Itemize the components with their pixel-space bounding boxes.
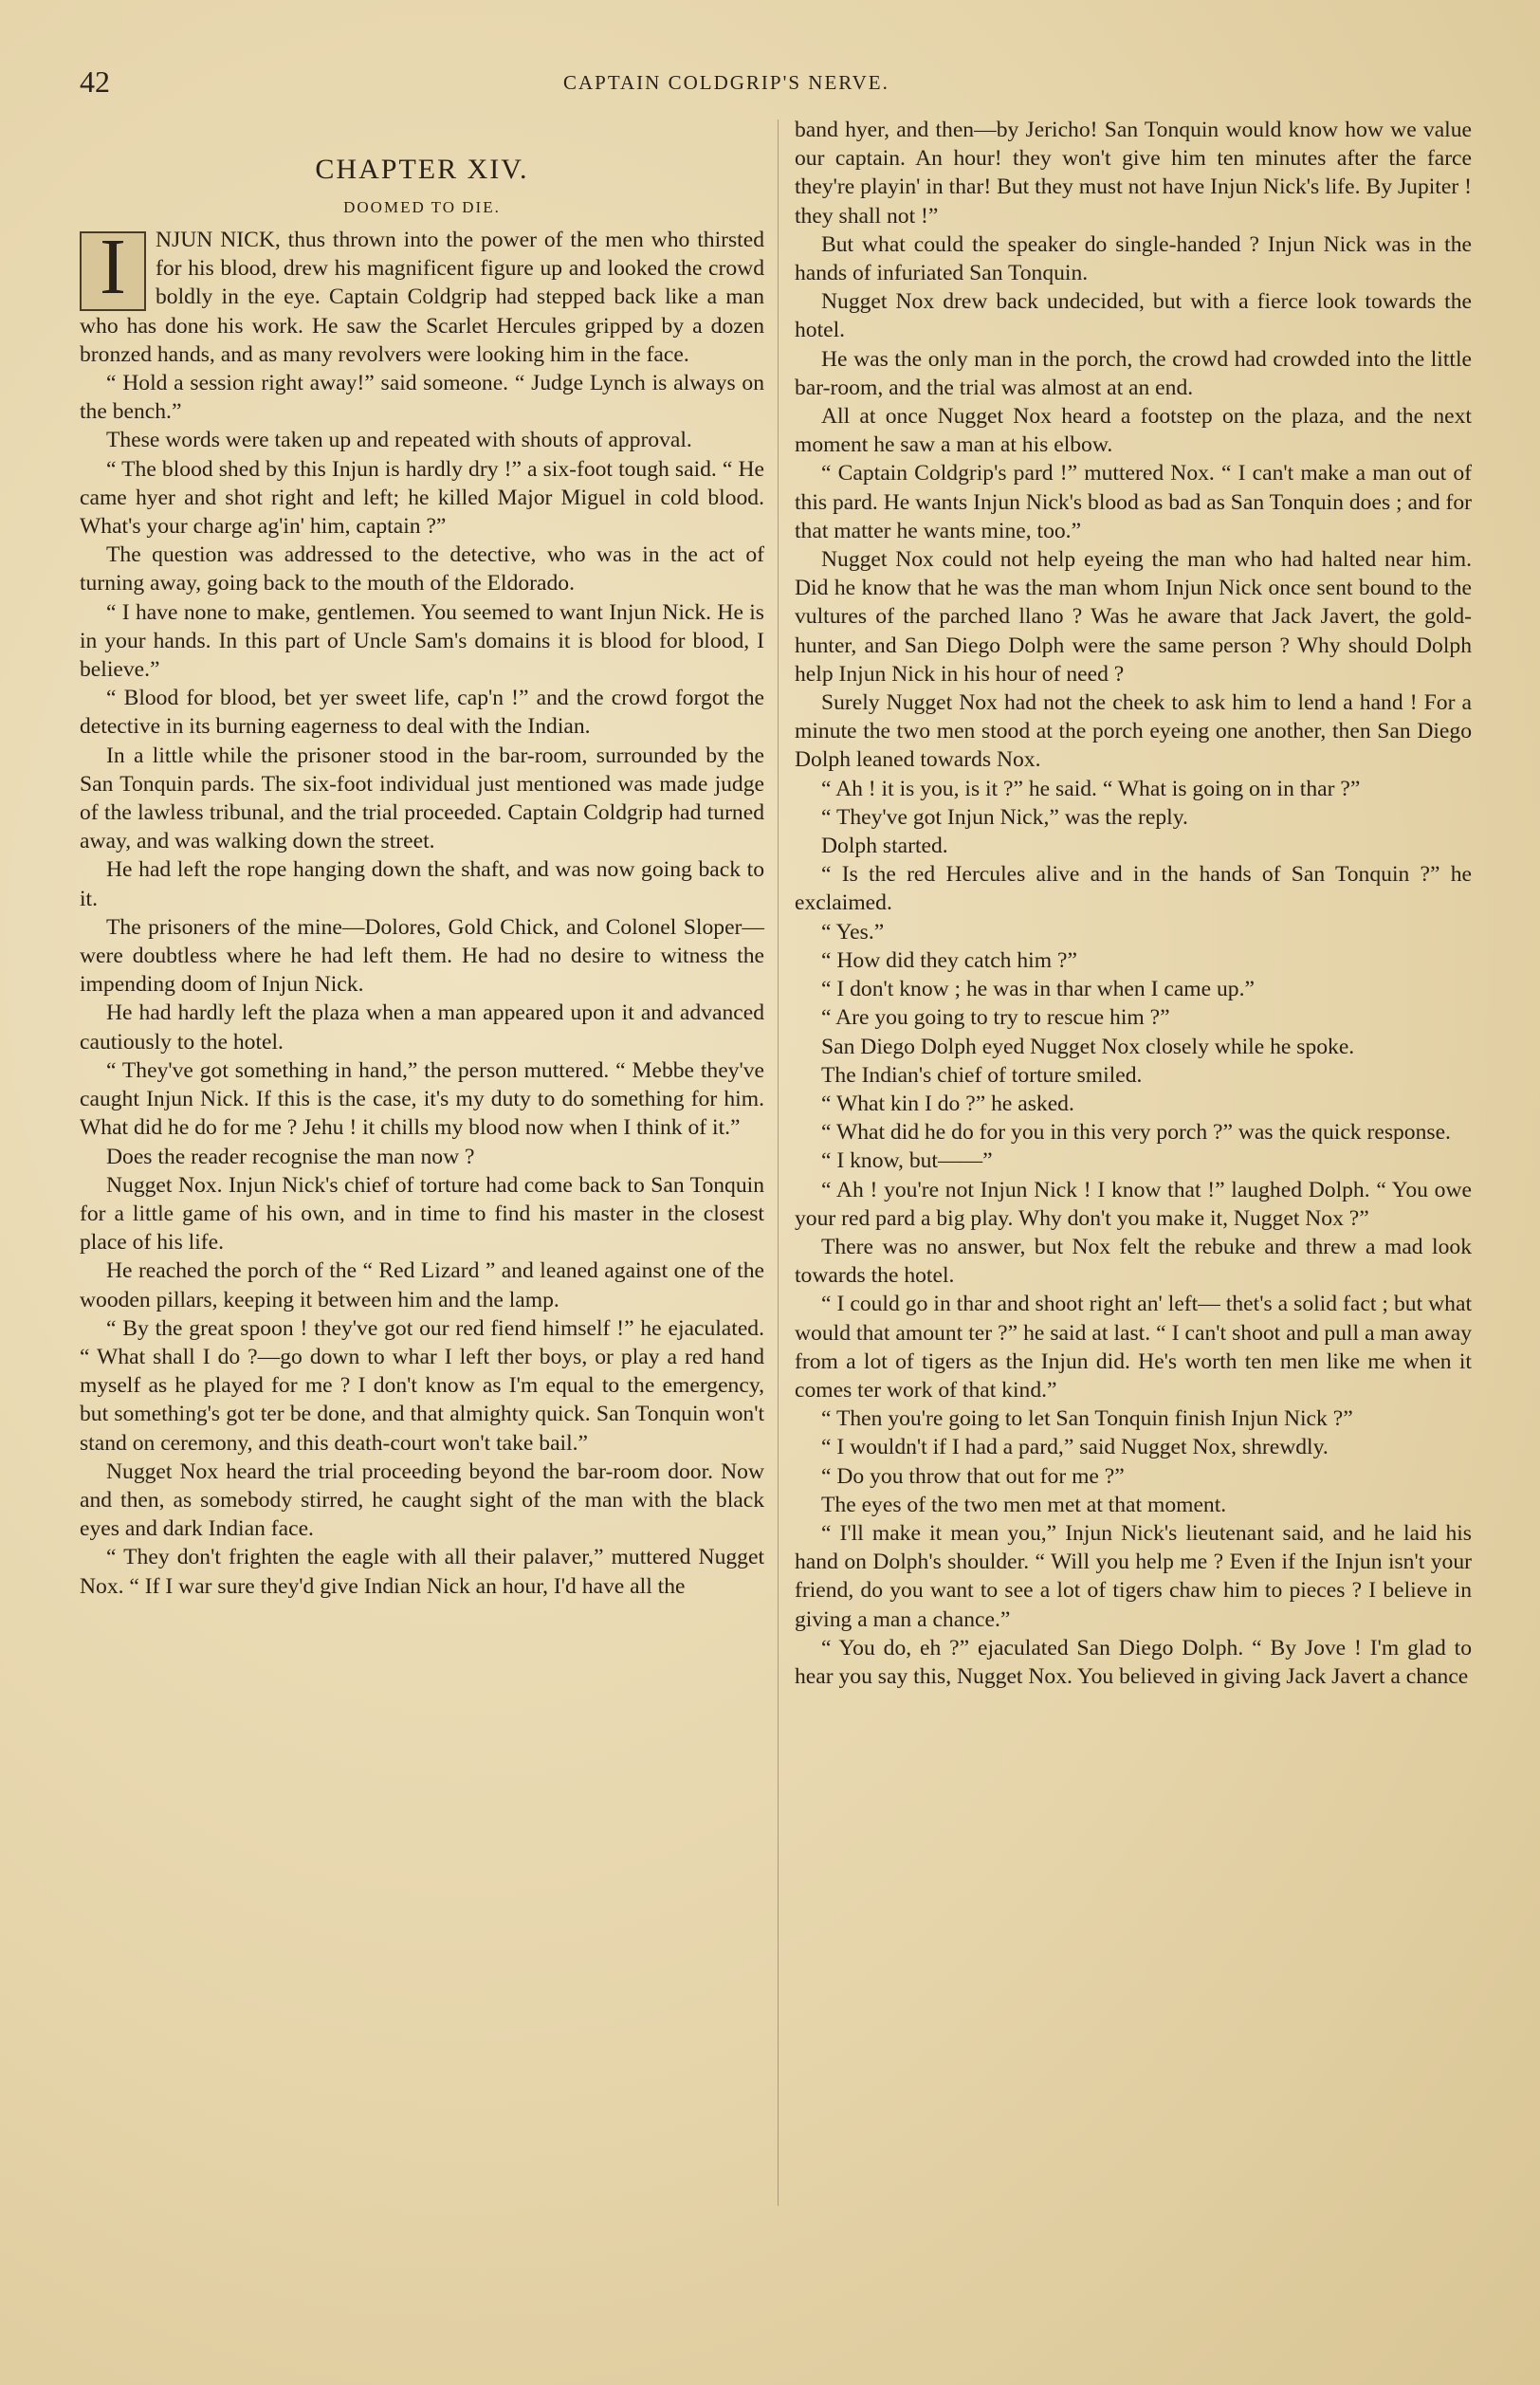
paragraph: “ I have none to make, gentlemen. You seemed to want Injun Nick. He is in your hands. In this part of Uncle Sam's domains it is blood for blood, I believe.” [80,599,764,683]
paragraph: Does the reader recognise the man now ? [106,1144,475,1169]
paragraph: “ What kin I do ?” he asked. [821,1091,1074,1116]
page-number: 42 [80,64,110,99]
paragraph: “ Captain Coldgrip's pard !” muttered Nox. “ I can't make a man out of this pard. He wants Injun Nick's blood as bad as San Tonquin does ; and for that matter he wants mine, too.” [795,461,1472,543]
paragraph: “ Ah ! it is you, is it ?” he said. “ What is going on in thar ?” [821,776,1361,801]
paragraph: “ How did they catch him ?” [821,947,1077,973]
paragraph: He was the only man in the porch, the crowd had crowded into the little bar-room, and the trial was almost at an end. [795,346,1472,400]
paragraph: “ The blood shed by this Injun is hardly dry !” a six-foot tough said. “ He came hyer and shot right and left; he killed Major Miguel in cold blood. What's your charge ag'in' him, captain ?” [80,456,764,540]
left-column [80,116,764,1601]
paragraph: But what could the speaker do single-handed ? Injun Nick was in the hands of infuriated San Tonquin. [795,231,1472,286]
right-column [795,116,1472,1691]
paragraph: Dolph started. [821,834,948,859]
paragraph: “ What did he do for you in this very porch ?” was the quick response. [821,1120,1451,1146]
paragraph: “ I know, but——” [821,1148,993,1174]
paragraph: “ They've got something in hand,” the person muttered. “ Mebbe they've caught Injun Nick. If this is the case, it's my duty to do something for him. What did he do for me ? Jehu ! it chills my blood now when I think of it.” [80,1057,764,1141]
running-head [80,63,1474,101]
opening-paragraph [80,223,764,369]
paragraph: “ They've got Injun Nick,” was the reply. [821,804,1188,830]
paragraph: “ I'll make it mean you,” Injun Nick's lieutenant said, and he laid his hand on Dolph's shoulder. “ Will you help me ? Even if the Injun isn't your friend, do you want to see a lot of tigers chaw him to pieces ? I believe in giving a man a chance.” [795,1520,1472,1632]
paragraph: “ By the great spoon ! they've got our red fiend himself !” he ejaculated. “ What shall I do ?—go down to whar I left ther boys, or play a red hand myself as he played for me ? I don't know as I'm equal to the emergency, but something's got ter be done, and that almighty quick. San Tonquin won't stand on ceremony, and this death-court won't take bail.” [80,1315,764,1456]
paragraph: “ Blood for blood, bet yer sweet life, cap'n !” and the crowd forgot the detective in its burning eagerness to deal with the Indian. [80,686,764,740]
paragraph: All at once Nugget Nox heard a footstep on the plaza, and the next moment he saw a man at his elbow. [795,404,1472,458]
paragraph: “ I don't know ; he was in thar when I came up.” [821,977,1255,1002]
paragraph: “ They don't frighten the eagle with all their palaver,” muttered Nugget Nox. “ If I war sure they'd give Indian Nick an hour, I'd have all the [80,1545,764,1599]
paragraph: He had left the rope hanging down the shaft, and was now going back to it. [80,857,764,911]
paragraph: In a little while the prisoner stood in the bar-room, surrounded by the San Tonquin pards. The six-foot individual just mentioned was made judge of the lawless tribunal, and the trial proceeded. Captain Coldgrip had turned away, and was walking down the street. [80,743,764,854]
paragraph: “ I wouldn't if I had a pard,” said Nugget Nox, shrewdly. [821,1435,1329,1460]
paragraph: “ Ah ! you're not Injun Nick ! I know that !” laughed Dolph. “ You owe your red pard a big play. Why don't you make it, Nugget Nox ?” [795,1177,1472,1231]
paragraph: The eyes of the two men met at that moment. [821,1492,1227,1517]
paragraph: “ Then you're going to let San Tonquin finish Injun Nick ?” [821,1406,1353,1432]
chapter-subtitle: DOOMED TO DIE. [343,198,501,216]
paragraph: “ Do you throw that out for me ?” [821,1463,1125,1489]
paragraph: There was no answer, but Nox felt the rebuke and threw a mad look towards the hotel. [795,1234,1472,1289]
paragraph: “ Are you going to try to rescue him ?” [821,1005,1170,1031]
paragraph: These words were taken up and repeated with shouts of approval. [106,428,692,453]
right-paragraphs [795,230,1472,1691]
paragraph: “ I could go in thar and shoot right an' left— thet's a solid fact ; but what would that amount ter ?” he said at last. “ I can't shoot and pull a man away from a lot of tigers as the Injun did. He's worth ten men like me when it comes ter work of that kind.” [795,1292,1472,1403]
paragraph: Nugget Nox heard the trial proceeding beyond the bar-room door. Now and then, as somebody stirred, he caught sight of the man with the black eyes and dark Indian face. [80,1459,764,1542]
opening-paragraph-text: NJUN NICK, thus thrown into the power of the men who thirsted for his blood, drew his magnificent figure up and looked the crowd boldly in the eye. Captain Coldgrip had stepped back like a man who has done his work. He saw the Scarlet Hercules gripped by a dozen bronzed hands, and as many revolvers were looking him in the face. [80,228,764,367]
paragraph: “ Hold a session right away!” said someone. “ Judge Lynch is always on the bench.” [80,371,764,425]
paragraph: Nugget Nox could not help eyeing the man who had halted near him. Did he know that he was the man whom Injun Nick once sent bound to the vultures of the parched llano ? Was he aware that Jack Javert, the gold-hunter, and San Diego Dolph were the same person ? Why should Dolph help Injun Nick in his hour of need ? [795,547,1472,687]
paragraph: He reached the porch of the “ Red Lizard ” and leaned against one of the wooden pillars, keeping it between him and the lamp. [80,1258,764,1312]
chapter-title: CHAPTER XIV. [315,154,529,185]
paragraph: The Indian's chief of torture smiled. [821,1062,1143,1088]
running-title: CAPTAIN COLDGRIP'S NERVE. [563,71,889,94]
paragraph: Surely Nugget Nox had not the cheek to ask him to lend a hand ! For a minute the two men stood at the porch eyeing one another, then San Diego Dolph leaned towards Nox. [795,690,1472,773]
continuation-paragraph: band hyer, and then—by Jericho! San Tonquin would know how we value our captain. An hour! they won't give him ten minutes after the farce they're playin' in thar! But they must not have Injun Nick's life. By Jupiter ! they shall not !” [795,118,1472,229]
paragraph: He had hardly left the plaza when a man appeared upon it and advanced cautiously to the hotel. [80,1000,764,1055]
paragraph: “ Yes.” [821,919,885,945]
paragraph: Nugget Nox. Injun Nick's chief of torture had come back to San Tonquin for a little game of his own, and in time to find his master in the closest place of his life. [80,1172,764,1256]
column-divider [778,119,779,2206]
paragraph: The question was addressed to the detective, who was in the act of turning away, going back to the mouth of the Eldorado. [80,542,764,596]
drop-cap: I [80,231,146,311]
paragraph: Nugget Nox drew back undecided, but with a fierce look towards the hotel. [795,289,1472,343]
paragraph: “ You do, eh ?” ejaculated San Diego Dolph. “ By Jove ! I'm glad to hear you say this, Nugget Nox. You believed in giving Jack Javert a chance [795,1635,1472,1689]
paragraph: The prisoners of the mine—Dolores, Gold Chick, and Colonel Sloper—were doubtless where he had left them. He had no desire to witness the impending doom of Injun Nick. [80,914,764,998]
left-paragraphs [80,369,764,1601]
paragraph: San Diego Dolph eyed Nugget Nox closely while he spoke. [821,1034,1355,1059]
paragraph: “ Is the red Hercules alive and in the hands of San Tonquin ?” he exclaimed. [795,862,1472,916]
